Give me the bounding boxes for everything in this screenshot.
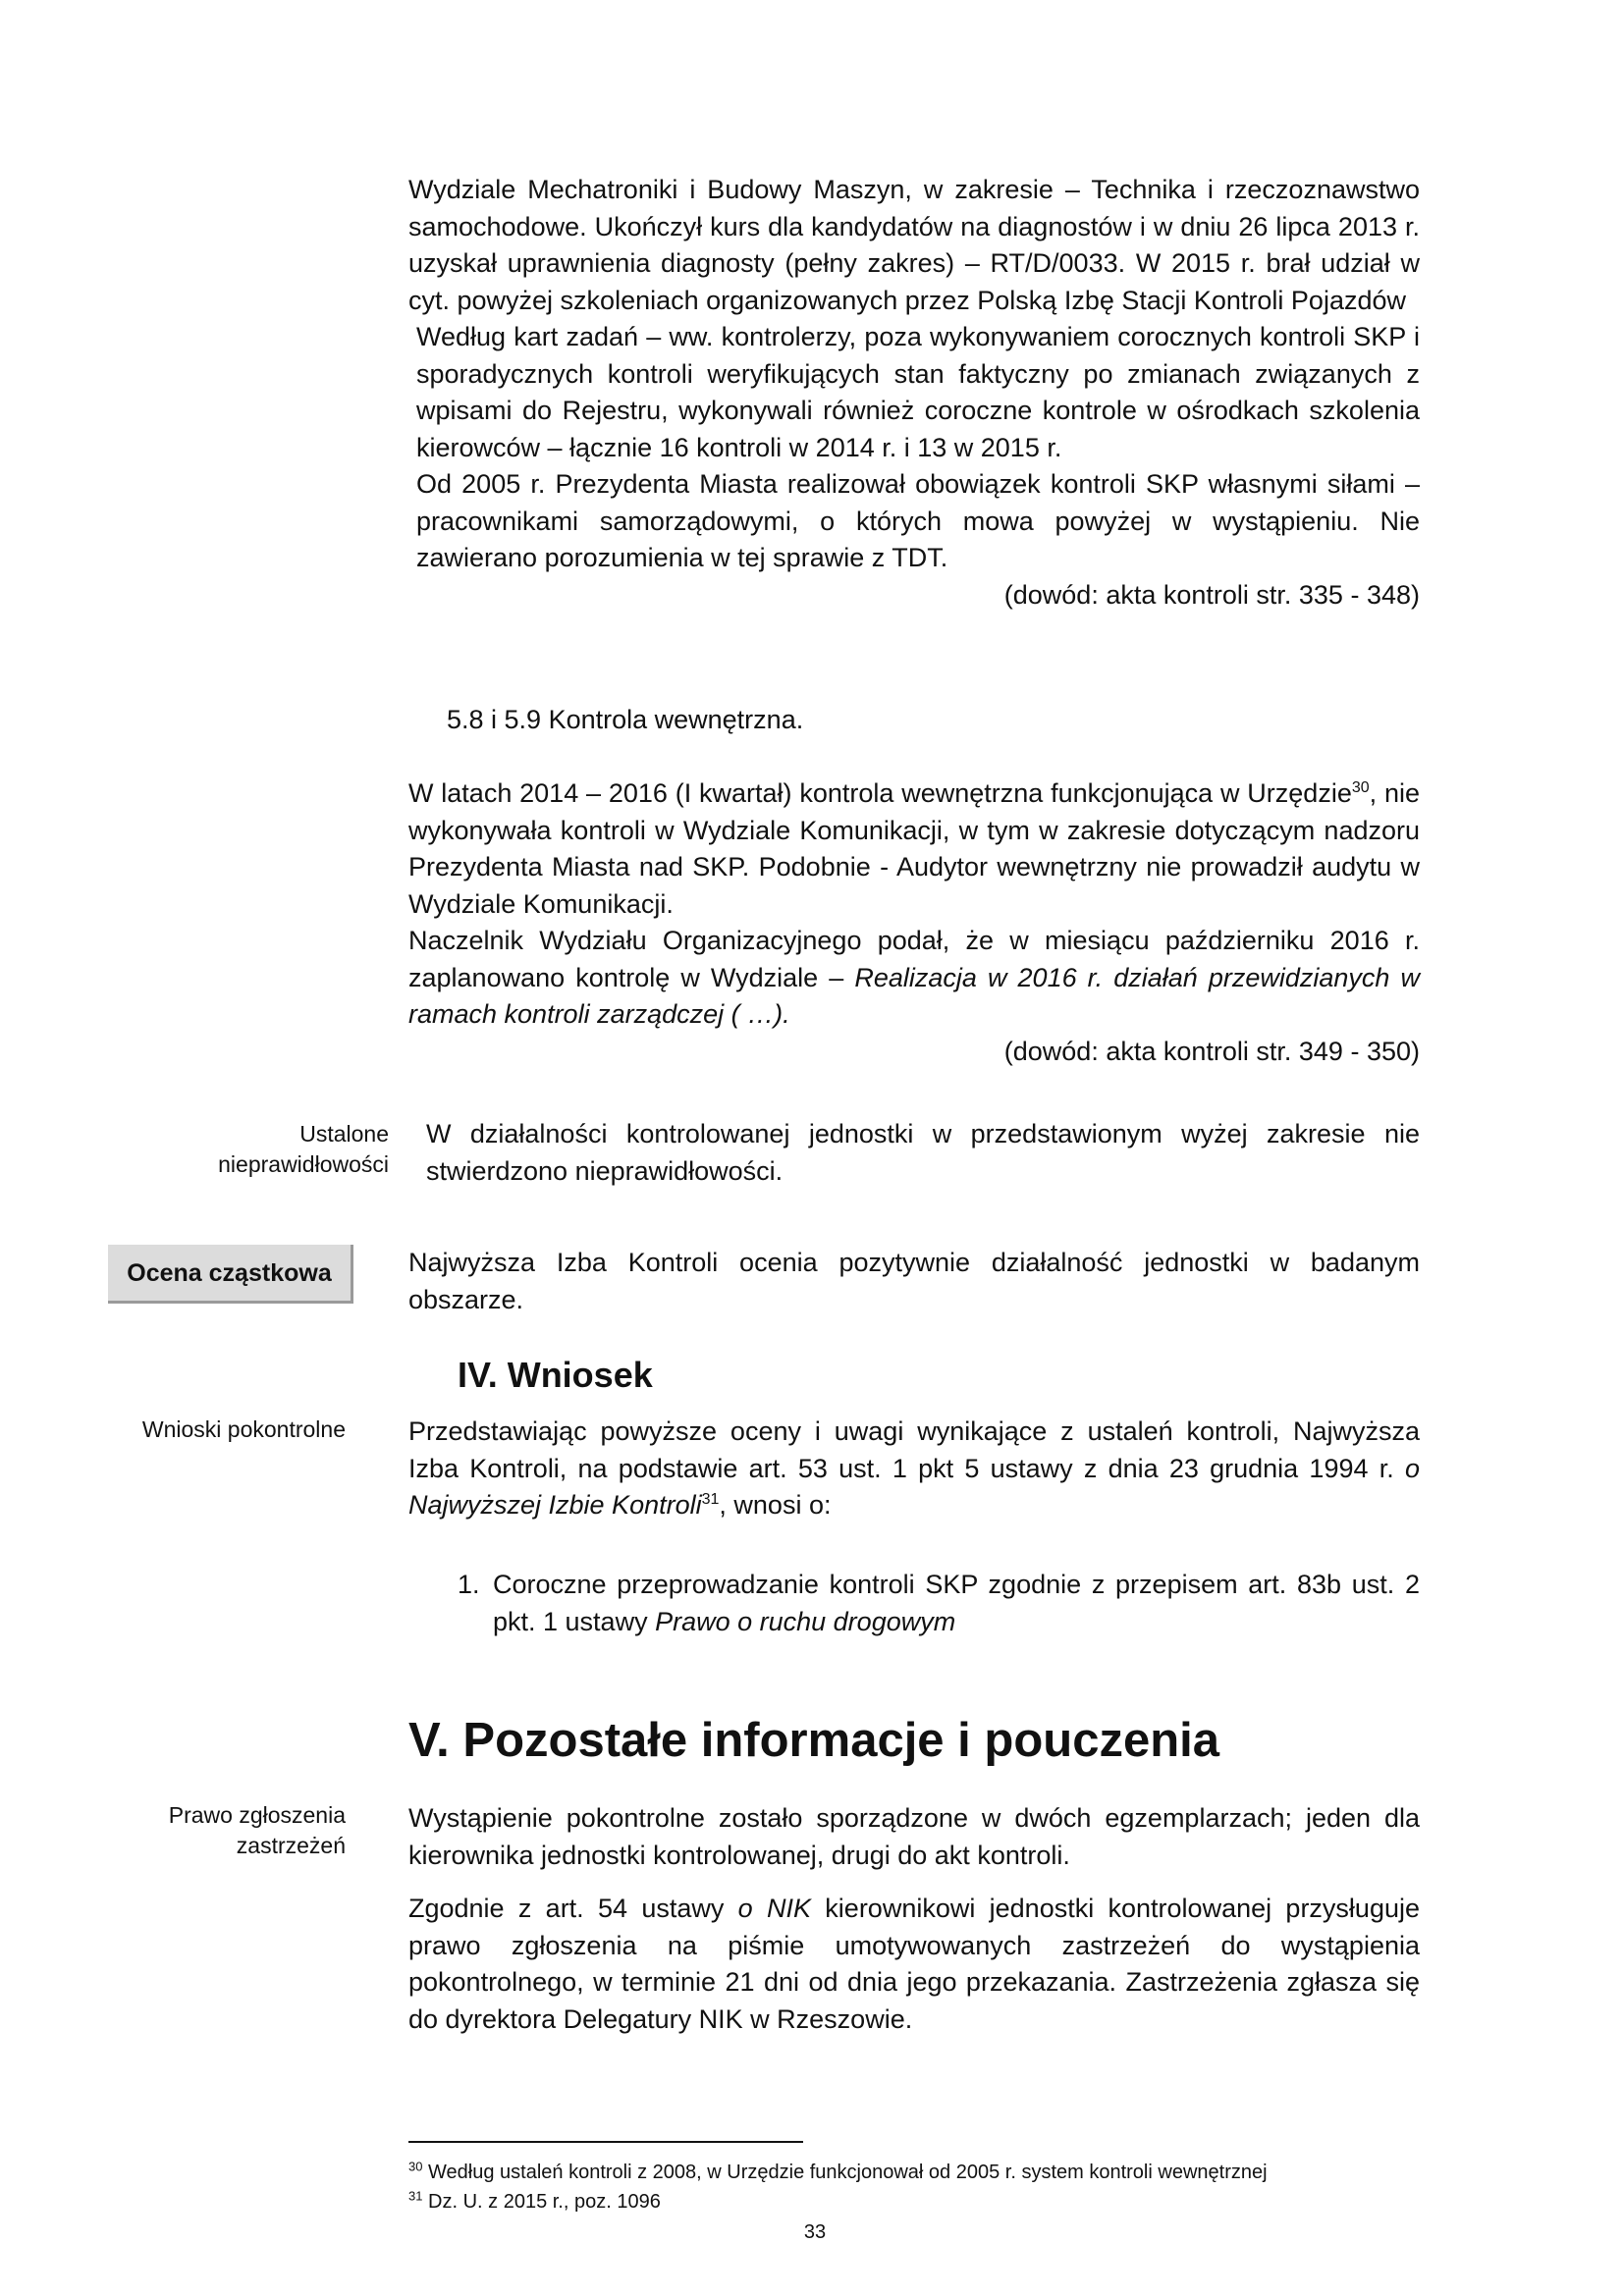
side-label-prawo: Prawo zgłoszenia zastrzeżeń <box>168 1802 346 1858</box>
paragraph-text: W latach 2014 – 2016 (I kwartał) kontrola wewnętrzna funkcjonująca w Urzędzie$^{30}$, nie wykonywała kontroli w Wydziale Komunikacji, w tym w zakresie dotyczącym nadzoru Prezydenta Miasta nad SKP. Podobnie - Audytor wewnętrzny nie prowadził audytu w Wydziale Komunikacji. <box>408 778 1420 919</box>
paragraph-task-cards: Według kart zadań – ww. kontrolerzy, poza wykonywaniem corocznych kontroli SKP i sporadycznych kontroli weryfikujących stan faktyczny po zmianach związanych z wpisami do Rejestru, wykonywali również coroczne kontrole w ośrodkach szkolenia kierowców – łącznie 16 kontroli w 2014 r. i 13 w 2015 r. <box>416 322 1420 462</box>
partial-assessment-label: Ocena cząstkowa <box>108 1245 353 1304</box>
footnote-ref-31: 31 <box>701 1491 720 1508</box>
heading-pozostale: V. Pozostałe informacje i pouczenia <box>408 1714 1219 1767</box>
paragraph-motion: Przedstawiając powyższe oceny i uwagi wynikające z ustaleń kontroli, Najwyższa Izba Kontroli, na podstawie art. 53 ust. 1 pkt 5 ustawy z dnia 23 grudnia 1994 r. o Najwyższej Izbie Kontroli$^{31}$, wnosi o: <box>408 1416 1420 1520</box>
footnote-30: $^{30}$ Według ustaleń kontroli z 2008, w Urzędzie funkcjonował od 2005 r. system kontroli wewnętrznej <box>408 2159 1268 2183</box>
paragraph-copies: Wystąpienie pokontrolne zostało sporządzone w dwóch egzemplarzach; jeden dla kierownika jednostki kontrolowanej, drugi do akt kontroli. <box>408 1803 1420 1870</box>
paragraph-skp-own-forces: Od 2005 r. Prezydenta Miasta realizował obowiązek kontroli SKP własnymi siłami – pracownikami samorządowymi, o których mowa powyżej w wystąpieniu. Nie zawierano porozumienia w tej sprawie z TDT. <box>416 469 1420 572</box>
footnote-ref-30: 30 <box>1351 779 1370 796</box>
evidence-reference: (dowód: akta kontroli str. 349 - 350) <box>1003 1036 1420 1066</box>
page-number: 33 <box>803 2221 827 2243</box>
paragraph-objections: Zgodnie z art. 54 ustawy o NIK kierownikowi jednostki kontrolowanej przysługuje prawo zgłoszenia na piśmie umotywowanych zastrzeżeń do wystąpienia pokontrolnego, w terminie 21 dni od dnia jego przekazania. Zastrzeżenia zgłasza się do dyrektora Delegatury NIK w Rzeszowie. <box>408 1894 1420 2034</box>
paragraph-assessment: Najwyższa Izba Kontroli ocenia pozytywnie działalność jednostki w badanym obszarze. <box>408 1248 1420 1314</box>
list-number: 1. <box>458 1570 480 1599</box>
subsection-heading: 5.8 i 5.9 Kontrola wewnętrzna. <box>447 705 804 734</box>
side-label-ustalone: Ustalone nieprawidłowości <box>218 1121 389 1177</box>
footnote-31: $^{31}$ Dz. U. z 2015 r., poz. 1096 <box>408 2188 661 2213</box>
evidence-reference: (dowód: akta kontroli str. 335 - 348) <box>1003 579 1420 610</box>
footnote-separator <box>408 2141 803 2143</box>
heading-wniosek: IV. Wniosek <box>458 1355 653 1395</box>
list-item: 1. Coroczne przeprowadzanie kontroli SKP zgodnie z przepisem art. 83b ust. 2 pkt. 1 ustawy Prawo o ruchu drogowym <box>458 1567 1420 1640</box>
paragraph-text: Wydziale Mechatroniki i Budowy Maszyn, w zakresie – Technika i rzeczoznawstwo samochodowe. Ukończył kurs dla kandydatów na diagnostów i w dniu 26 lipca 2013 r. uzyskał uprawnienia diagnosty (pełny zakres) – RT/D/0033. W 2015 r. brał udział w cyt. powyżej szkoleniach organizowanych przez Polską Izbę Stacji Kontroli Pojazdów <box>408 175 1420 315</box>
paragraph-text: Naczelnik Wydziału Organizacyjnego podał, że w miesiącu październiku 2016 r. zaplanowano kontrolę w Wydziale – Realizacja w 2016 r. działań przewidzianych w ramach kontroli zarządczej ( …). <box>408 926 1421 1029</box>
paragraph-no-irregularities: W działalności kontrolowanej jednostki w przedstawionym wyżej zakresie nie stwierdzono nieprawidłowości. <box>426 1119 1420 1186</box>
side-label-wnioski: Wnioski pokontrolne <box>141 1416 346 1442</box>
paragraph-qualifications <box>408 172 1420 614</box>
paragraph-internal-control <box>408 775 1420 1070</box>
